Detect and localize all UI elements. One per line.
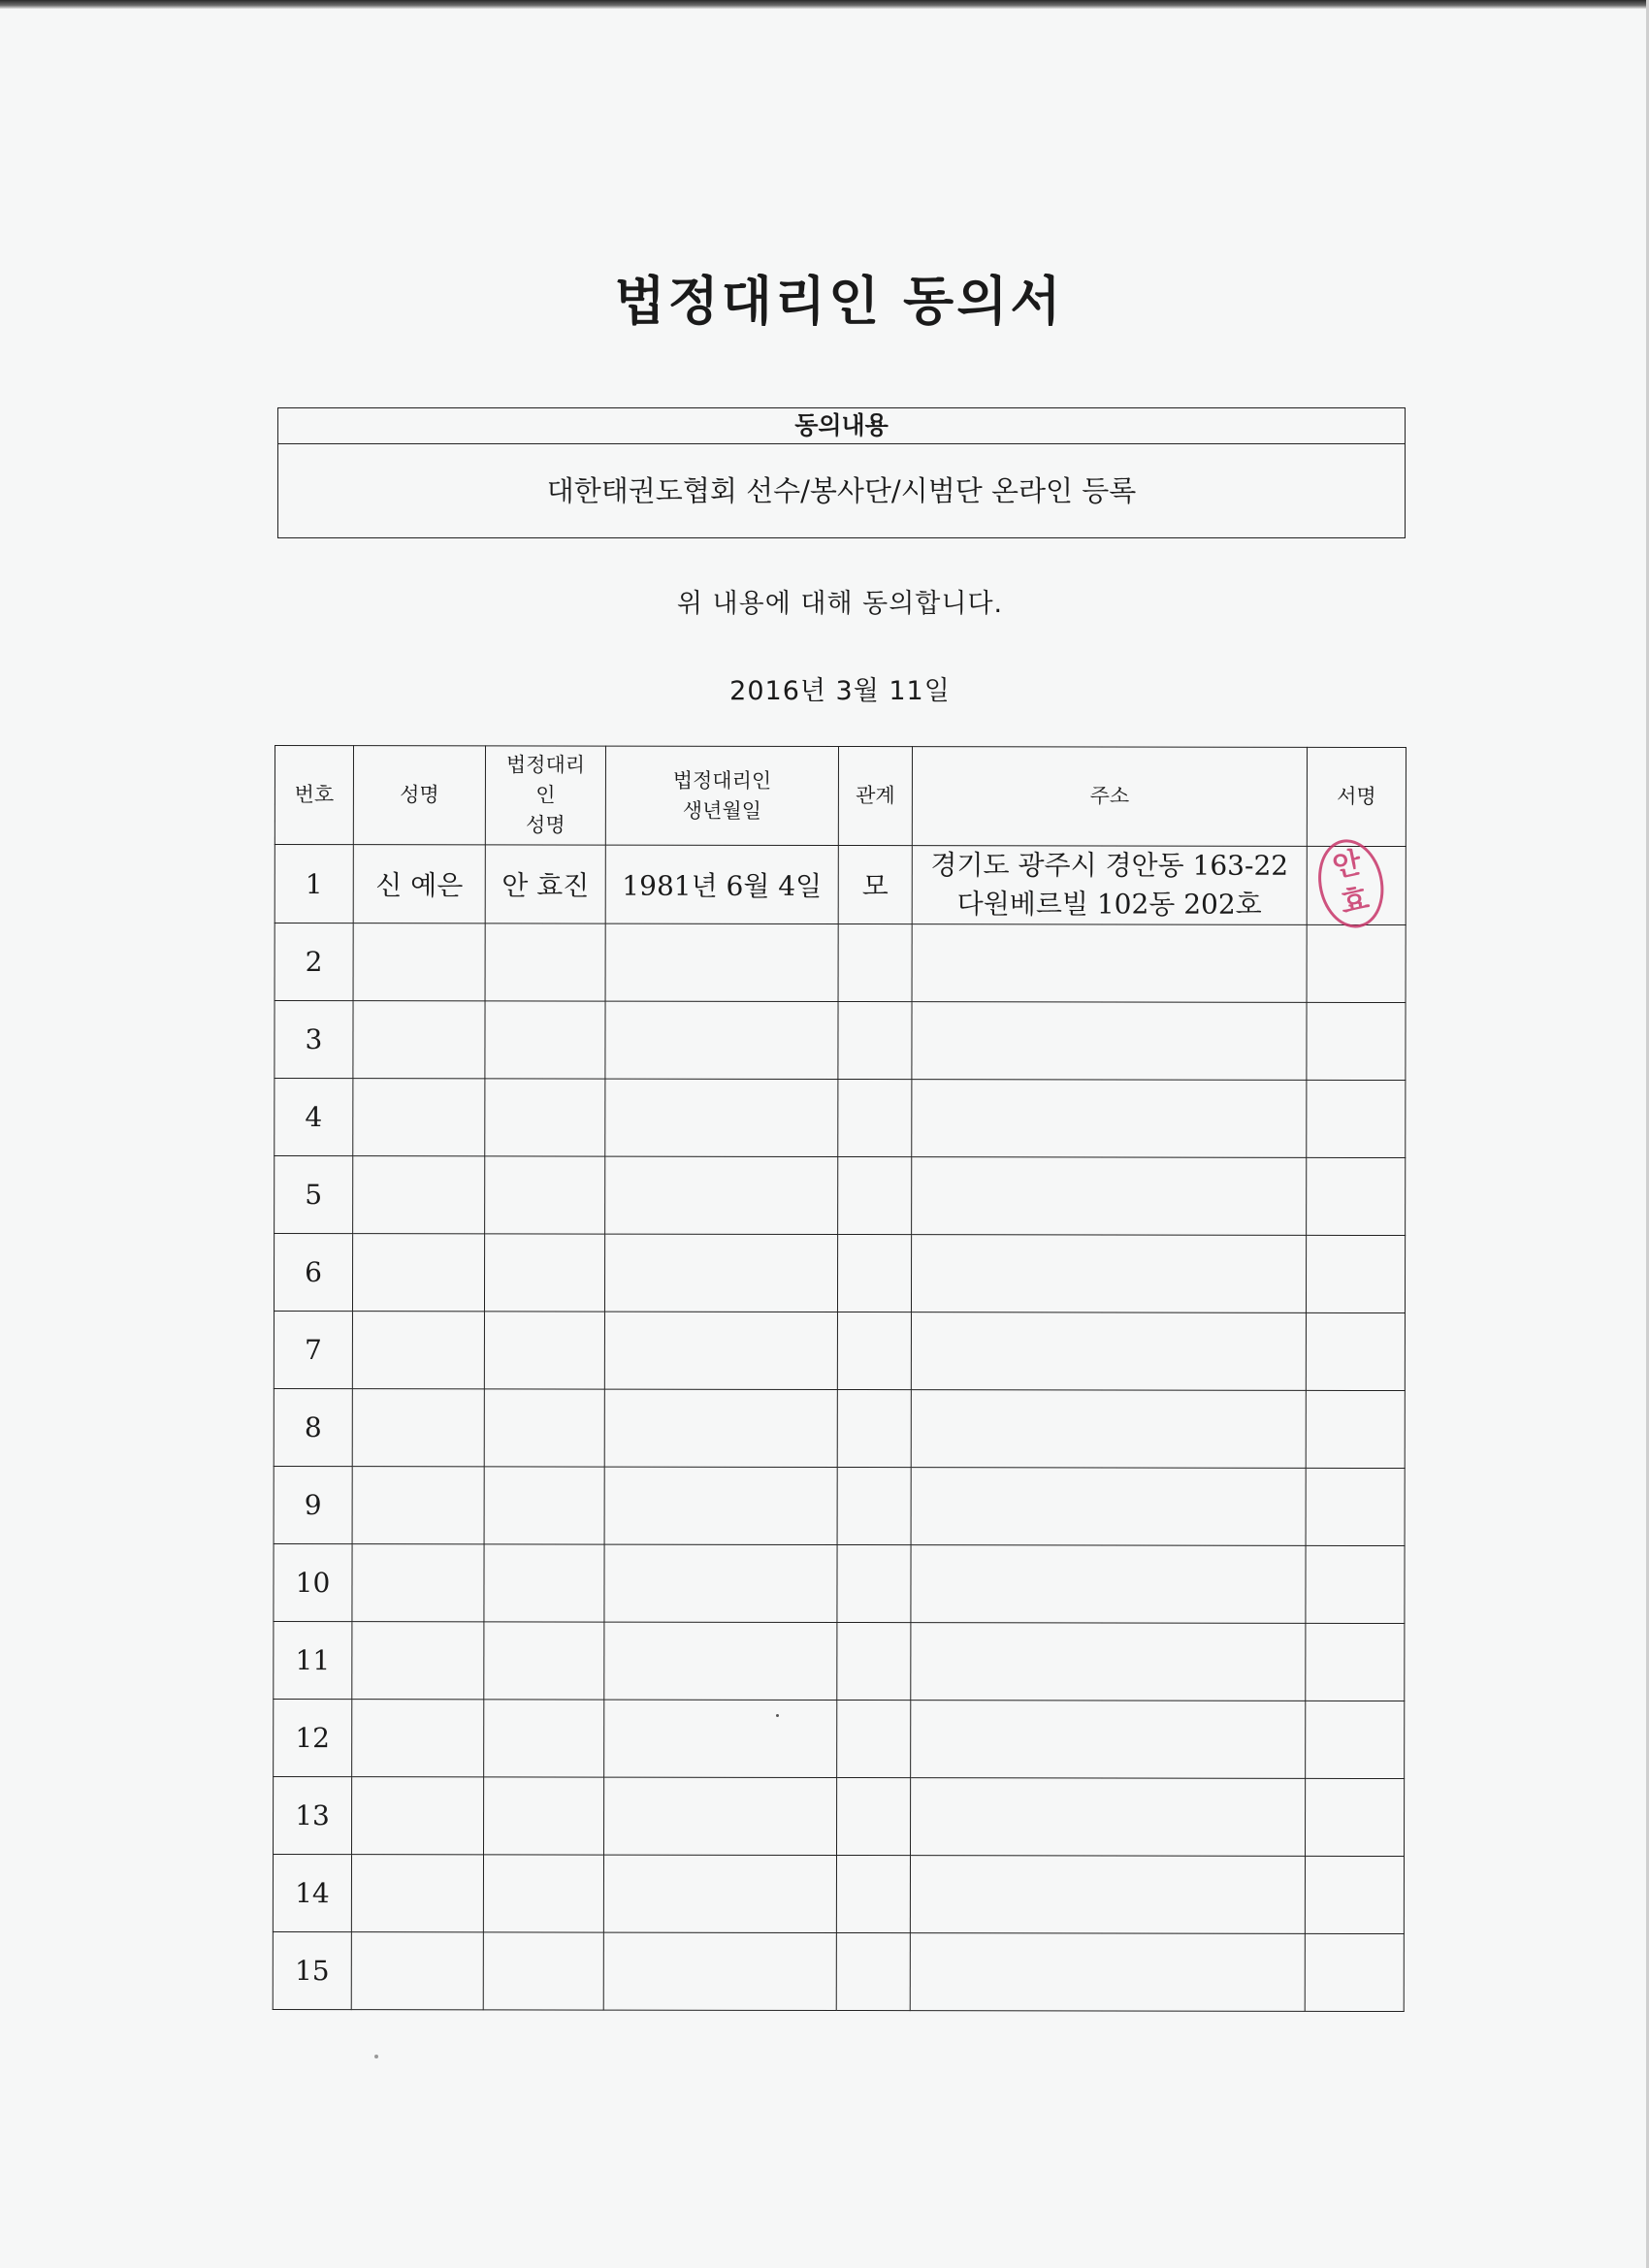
address-line bbox=[912, 1118, 1306, 1119]
cell-relation bbox=[837, 1235, 911, 1312]
table-row bbox=[274, 1776, 1405, 1856]
cell-relation bbox=[837, 1623, 911, 1701]
cell-signature bbox=[1306, 1312, 1405, 1390]
consent-header: 동의내용 bbox=[278, 408, 1405, 444]
cell-guardian-birth bbox=[603, 1932, 836, 2010]
cell-guardian-name bbox=[484, 1544, 604, 1622]
cell-number: 4 bbox=[275, 1079, 353, 1156]
cell-number: 2 bbox=[275, 923, 353, 1001]
scan-speck bbox=[374, 2055, 378, 2058]
cell-guardian-name bbox=[484, 1777, 604, 1855]
cell-signature bbox=[1307, 1080, 1406, 1157]
cell-signature bbox=[1306, 1778, 1405, 1856]
table-row bbox=[275, 923, 1406, 1003]
cell-address bbox=[912, 846, 1307, 925]
address-line bbox=[912, 1274, 1306, 1275]
cell-guardian-name bbox=[484, 1467, 604, 1544]
address-line: 다원베르빌 102동 202호 bbox=[956, 888, 1262, 921]
cell-name bbox=[352, 1544, 484, 1622]
cell-relation: 모 bbox=[838, 846, 912, 924]
cell-address bbox=[911, 1778, 1306, 1857]
cell-name bbox=[352, 1234, 484, 1312]
cell-name bbox=[352, 1622, 484, 1700]
cell-number: 8 bbox=[274, 1388, 352, 1466]
cell-address bbox=[911, 1623, 1306, 1701]
scan-speck bbox=[776, 1714, 779, 1717]
cell-number: 1 bbox=[275, 845, 353, 923]
cell-address bbox=[911, 1468, 1306, 1546]
table-row bbox=[274, 1466, 1405, 1545]
cell-guardian-birth bbox=[604, 1777, 837, 1855]
cell-number: 9 bbox=[274, 1466, 352, 1543]
cell-signature bbox=[1307, 1002, 1406, 1080]
table-row bbox=[274, 1312, 1405, 1391]
table-row bbox=[274, 1234, 1405, 1313]
address-line: 경기도 광주시 경안동 163-22 bbox=[930, 849, 1289, 882]
scan-edge-top bbox=[0, 0, 1649, 9]
cell-guardian-birth bbox=[604, 1312, 837, 1389]
cell-signature bbox=[1306, 1468, 1405, 1545]
cell-number: 3 bbox=[275, 1001, 353, 1079]
cell-guardian-birth bbox=[604, 1622, 837, 1700]
cell-guardian-birth bbox=[605, 1001, 838, 1079]
table-body bbox=[273, 845, 1406, 2012]
cell-name bbox=[353, 1001, 485, 1079]
cell-guardian-birth: 1981년 6월 4일 bbox=[605, 845, 838, 923]
cell-relation bbox=[838, 1157, 912, 1235]
header-guardian-birth-line: 법정대리인 bbox=[672, 768, 772, 793]
table-row bbox=[275, 1001, 1406, 1081]
seal-stamp bbox=[1310, 833, 1392, 934]
cell-guardian-name bbox=[484, 1700, 604, 1777]
cell-guardian-name bbox=[485, 1156, 605, 1234]
cell-address bbox=[911, 1312, 1306, 1391]
address-line bbox=[911, 1817, 1305, 1818]
seal-character: 안 bbox=[1329, 845, 1365, 885]
address-line bbox=[912, 1429, 1306, 1430]
table-row bbox=[275, 845, 1406, 925]
cell-signature bbox=[1306, 1623, 1405, 1701]
cell-relation bbox=[838, 924, 912, 1002]
table-row bbox=[275, 1156, 1406, 1236]
cell-relation bbox=[837, 1778, 911, 1856]
table-row bbox=[274, 1388, 1405, 1468]
cell-guardian-name bbox=[485, 1079, 605, 1156]
cell-guardian-name bbox=[484, 1234, 604, 1312]
header-name: 성명 bbox=[353, 746, 485, 845]
cell-number: 7 bbox=[274, 1312, 352, 1389]
seal-character: 효 bbox=[1337, 881, 1373, 922]
cell-relation bbox=[836, 1933, 910, 2011]
cell-guardian-birth bbox=[605, 1079, 838, 1156]
cell-guardian-birth bbox=[604, 1234, 837, 1312]
cell-relation bbox=[836, 1856, 910, 1933]
table-row bbox=[274, 1621, 1405, 1701]
cell-name bbox=[352, 1700, 484, 1777]
cell-name bbox=[352, 1389, 484, 1467]
cell-address bbox=[912, 924, 1307, 1003]
cell-address bbox=[911, 1390, 1306, 1469]
header-number: 번호 bbox=[275, 746, 353, 845]
address-line bbox=[912, 1118, 1306, 1119]
cell-name: 신 예은 bbox=[353, 845, 485, 923]
cell-signature bbox=[1306, 1545, 1405, 1623]
table-row bbox=[275, 1079, 1406, 1158]
cell-signature bbox=[1306, 1235, 1405, 1312]
cell-guardian-name bbox=[485, 923, 605, 1001]
cell-relation bbox=[838, 1080, 912, 1157]
cell-name bbox=[353, 1079, 485, 1156]
cell-number: 11 bbox=[274, 1621, 352, 1699]
cell-number: 13 bbox=[274, 1776, 352, 1854]
cell-guardian-birth bbox=[603, 1855, 836, 1932]
cell-address bbox=[910, 1933, 1305, 2012]
cell-number: 12 bbox=[274, 1699, 352, 1776]
cell-guardian-name bbox=[484, 1312, 604, 1389]
address-line bbox=[912, 1196, 1306, 1197]
cell-relation bbox=[837, 1390, 911, 1468]
cell-number: 15 bbox=[273, 1931, 351, 2009]
address-line bbox=[911, 1584, 1305, 1585]
cell-name bbox=[353, 923, 485, 1001]
address-line bbox=[911, 1817, 1305, 1818]
header-signature: 서명 bbox=[1307, 747, 1406, 846]
cell-relation bbox=[837, 1312, 911, 1390]
cell-name bbox=[352, 1312, 484, 1389]
header-guardian-name-line: 성명 bbox=[526, 813, 566, 837]
cell-address bbox=[911, 1545, 1306, 1624]
cell-number: 10 bbox=[274, 1543, 352, 1621]
cell-guardian-name bbox=[483, 1855, 603, 1932]
address-line bbox=[911, 1972, 1305, 1973]
cell-name bbox=[353, 1156, 485, 1234]
table-row bbox=[274, 1699, 1405, 1778]
cell-relation bbox=[837, 1545, 911, 1623]
table-row bbox=[273, 1854, 1404, 1933]
table-row bbox=[273, 1931, 1404, 2011]
cell-guardian-name bbox=[484, 1389, 604, 1467]
address-line bbox=[911, 1739, 1305, 1740]
address-line bbox=[912, 1429, 1306, 1430]
cell-signature bbox=[1305, 1856, 1404, 1933]
address-line bbox=[913, 963, 1307, 964]
address-line bbox=[912, 1351, 1306, 1352]
cell-address bbox=[912, 1002, 1307, 1081]
address-line bbox=[913, 963, 1307, 964]
cell-address bbox=[912, 1157, 1307, 1236]
header-guardian-name bbox=[485, 746, 605, 845]
address-line bbox=[912, 1041, 1306, 1042]
address-line bbox=[911, 1972, 1305, 1973]
address-line bbox=[912, 1351, 1306, 1352]
header-guardian-name-line: 인 bbox=[535, 783, 556, 807]
address-line bbox=[912, 1274, 1306, 1275]
cell-signature bbox=[1306, 1701, 1405, 1778]
cell-guardian-name bbox=[484, 1622, 604, 1700]
cell-relation bbox=[838, 1002, 912, 1080]
cell-number: 6 bbox=[274, 1234, 352, 1312]
address-line bbox=[912, 1041, 1306, 1042]
cell-address bbox=[911, 1701, 1306, 1779]
cell-address bbox=[912, 1080, 1307, 1158]
cell-signature bbox=[1307, 846, 1406, 924]
cell-name bbox=[352, 1467, 484, 1544]
cell-signature bbox=[1307, 924, 1406, 1002]
cell-name bbox=[351, 1855, 483, 1932]
cell-guardian-birth bbox=[604, 1544, 837, 1622]
cell-number: 14 bbox=[273, 1854, 351, 1931]
cell-name bbox=[351, 1932, 483, 2010]
agreement-statement: 위 내용에 대해 동의합니다. bbox=[676, 589, 1004, 619]
cell-signature bbox=[1305, 1933, 1404, 2011]
cell-guardian-name bbox=[483, 1932, 603, 2010]
header-guardian-birth bbox=[605, 746, 838, 845]
address-line bbox=[911, 1662, 1305, 1663]
consent-content: 대한태권도협회 선수/봉사단/시범단 온라인 등록 bbox=[546, 474, 1137, 507]
cell-guardian-birth bbox=[604, 1700, 837, 1777]
cell-relation bbox=[837, 1468, 911, 1545]
cell-guardian-birth bbox=[604, 1389, 837, 1467]
signing-date: 2016년 3월 11일 bbox=[729, 676, 951, 706]
cell-guardian-birth bbox=[605, 923, 838, 1001]
address-line bbox=[911, 1739, 1305, 1740]
address-line bbox=[911, 1662, 1305, 1663]
cell-signature bbox=[1306, 1390, 1405, 1468]
guardian-consent-table bbox=[273, 745, 1406, 2012]
document-title: 법정대리인 동의서 bbox=[614, 270, 1064, 332]
consent-box bbox=[277, 407, 1406, 538]
cell-guardian-name: 안 효진 bbox=[485, 845, 605, 923]
header-relation: 관계 bbox=[838, 747, 912, 846]
address-line bbox=[911, 1584, 1305, 1585]
cell-address bbox=[910, 1856, 1305, 1934]
cell-guardian-birth bbox=[605, 1156, 838, 1234]
cell-relation bbox=[837, 1701, 911, 1778]
table-row bbox=[274, 1543, 1405, 1623]
table-header-row bbox=[275, 746, 1406, 847]
cell-signature bbox=[1307, 1157, 1406, 1235]
header-address: 주소 bbox=[912, 747, 1307, 847]
header-guardian-name-line: 법정대리 bbox=[505, 753, 586, 777]
cell-address bbox=[911, 1235, 1306, 1313]
cell-guardian-birth bbox=[604, 1467, 837, 1544]
address-line bbox=[912, 1196, 1306, 1197]
cell-number: 5 bbox=[275, 1156, 353, 1234]
cell-name bbox=[352, 1777, 484, 1855]
cell-guardian-name bbox=[485, 1001, 605, 1079]
header-guardian-birth-line: 생년월일 bbox=[682, 798, 761, 823]
